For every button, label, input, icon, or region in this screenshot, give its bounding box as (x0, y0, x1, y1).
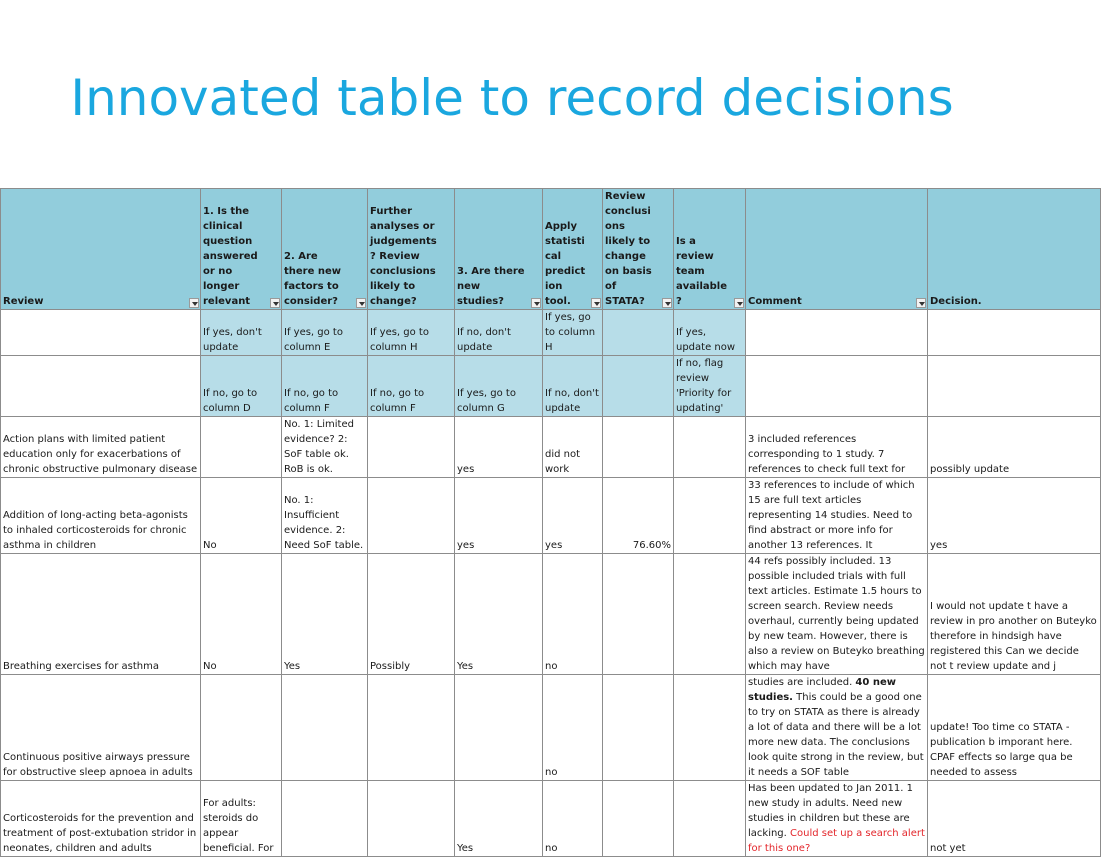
cell-team[interactable] (674, 478, 746, 554)
cell-q2[interactable]: No. 1: Insufficient evidence. 2: Need SoF table. (282, 478, 368, 554)
cell[interactable] (1, 356, 201, 417)
cell-decision[interactable]: not yet (928, 781, 1101, 857)
filter-dropdown-icon[interactable] (531, 298, 541, 308)
cell-q3[interactable]: Yes (455, 781, 543, 857)
table-row (1, 554, 1101, 675)
cell-stat[interactable]: did not work (543, 417, 603, 478)
decision-spreadsheet (0, 188, 1097, 854)
cell-review[interactable]: Continuous positive airways pressure for obstructive sleep apnoea in adults (1, 675, 201, 781)
cell[interactable] (603, 356, 674, 417)
cell[interactable]: If no, go to column F (368, 356, 455, 417)
header-q1: 1. Is the clinical question answered or no longer relevant (201, 189, 282, 310)
cell-q2[interactable]: Yes (282, 554, 368, 675)
filter-dropdown-icon[interactable] (270, 298, 280, 308)
cell-comment[interactable]: Has been updated to Jan 2011. 1 new study in adults. Need new studies in children but these are lacking. Could set up a search alert for this one? (746, 781, 928, 857)
filter-dropdown-icon[interactable] (189, 298, 199, 308)
cell-decision[interactable]: update! Too time co STATA - publication b imporant here. CPAF effects so large qua be needed to assess (928, 675, 1101, 781)
header-stata: Review conclusions likely to change on basis of STATA? (603, 189, 674, 310)
cell-review[interactable]: Corticosteroids for the prevention and treatment of post-extubation stridor in neonates, children and adults (1, 781, 201, 857)
cell[interactable] (746, 356, 928, 417)
cell-q3[interactable]: yes (455, 478, 543, 554)
cell-further[interactable] (368, 478, 455, 554)
cell-further[interactable] (368, 417, 455, 478)
filter-dropdown-icon[interactable] (356, 298, 366, 308)
cell-further[interactable] (368, 675, 455, 781)
cell-q1[interactable]: No (201, 554, 282, 675)
cell[interactable] (928, 356, 1101, 417)
slide-title: Innovated table to record decisions (70, 69, 954, 127)
cell-stata[interactable]: 76.60% (603, 478, 674, 554)
cell-further[interactable] (368, 781, 455, 857)
header-q3: 3. Are there new studies? (455, 189, 543, 310)
cell-comment[interactable]: 33 references to include of which 15 are full text articles representing 14 studies. Need to find abstract or more info for another 13 references. It (746, 478, 928, 554)
header-review: Review (1, 189, 201, 310)
guide-row (1, 356, 1101, 417)
decision-table (0, 188, 1101, 857)
cell-q3[interactable]: Yes (455, 554, 543, 675)
cell[interactable] (746, 310, 928, 356)
header-team: Is a review team available? (674, 189, 746, 310)
cell-comment[interactable]: 44 refs possibly included. 13 possible included trials with full text articles. Estimate 1.5 hours to screen search. Review needs overhaul, currently being updated by new team. However, there is also a review on Buteyko breathing which may have (746, 554, 928, 675)
table-row (1, 417, 1101, 478)
table-row (1, 478, 1101, 554)
cell-stata[interactable] (603, 554, 674, 675)
cell-comment[interactable]: 3 included references corresponding to 1 study. 7 references to check full text for (746, 417, 928, 478)
cell[interactable]: If yes, go to column G (455, 356, 543, 417)
cell[interactable]: If no, flag review 'Priority for updating' (674, 356, 746, 417)
cell-q1[interactable] (201, 675, 282, 781)
cell[interactable] (603, 310, 674, 356)
cell-q2[interactable] (282, 675, 368, 781)
cell[interactable] (928, 310, 1101, 356)
header-q2: 2. Are there new factors to consider? (282, 189, 368, 310)
cell-stata[interactable] (603, 417, 674, 478)
cell-team[interactable] (674, 675, 746, 781)
cell-review[interactable]: Action plans with limited patient education only for exacerbations of chronic obstructive pulmonary disease (1, 417, 201, 478)
cell-q1[interactable]: No (201, 478, 282, 554)
header-decision: Decision. (928, 189, 1101, 310)
filter-dropdown-icon[interactable] (662, 298, 672, 308)
cell[interactable]: If yes, update now (674, 310, 746, 356)
cell[interactable] (1, 310, 201, 356)
filter-dropdown-icon[interactable] (591, 298, 601, 308)
cell-decision[interactable]: I would not update t have a review in pro another on Buteyko therefore in hindsigh have registered this Can we decide not t review update and j (928, 554, 1101, 675)
header-stat: Apply statistical prediction tool. (543, 189, 603, 310)
cell-q1[interactable] (201, 417, 282, 478)
cell-stat[interactable]: yes (543, 478, 603, 554)
cell-stat[interactable]: no (543, 675, 603, 781)
cell[interactable]: If no, don't update (543, 356, 603, 417)
cell-q2[interactable] (282, 781, 368, 857)
cell[interactable]: If yes, go to column E (282, 310, 368, 356)
cell[interactable]: If yes, don't update (201, 310, 282, 356)
filter-dropdown-icon[interactable] (734, 298, 744, 308)
cell-team[interactable] (674, 554, 746, 675)
table-row (1, 675, 1101, 781)
cell-q3[interactable]: yes (455, 417, 543, 478)
cell-team[interactable] (674, 781, 746, 857)
cell-q1[interactable]: For adults: steroids do appear beneficial. For (201, 781, 282, 857)
cell-decision[interactable]: yes (928, 478, 1101, 554)
cell-review[interactable]: Breathing exercises for asthma (1, 554, 201, 675)
cell[interactable]: If yes, go to column H (543, 310, 603, 356)
header-further: Further analyses or judgements? Review conclusions likely to change? (368, 189, 455, 310)
cell-team[interactable] (674, 417, 746, 478)
cell-review[interactable]: Addition of long-acting beta-agonists to inhaled corticosteroids for chronic asthma in children (1, 478, 201, 554)
guide-row (1, 310, 1101, 356)
table-row (1, 781, 1101, 857)
cell[interactable]: If no, don't update (455, 310, 543, 356)
cell-comment[interactable]: studies are included. 40 new studies. This could be a good one to try on STATA as there is already a lot of data and there will be a lot more new data. The conclusions look quite strong in the review, but it needs a SOF table (746, 675, 928, 781)
cell-stat[interactable]: no (543, 781, 603, 857)
cell[interactable]: If no, go to column F (282, 356, 368, 417)
cell-stat[interactable]: no (543, 554, 603, 675)
cell-decision[interactable]: possibly update (928, 417, 1101, 478)
cell-q2[interactable]: No. 1: Limited evidence? 2: SoF table ok. RoB is ok. (282, 417, 368, 478)
header-row (1, 189, 1101, 310)
cell-stata[interactable] (603, 675, 674, 781)
filter-dropdown-icon[interactable] (916, 298, 926, 308)
cell-stata[interactable] (603, 781, 674, 857)
cell-q3[interactable] (455, 675, 543, 781)
cell[interactable]: If no, go to column D (201, 356, 282, 417)
cell-further[interactable]: Possibly (368, 554, 455, 675)
header-comment: Comment (746, 189, 928, 310)
cell[interactable]: If yes, go to column H (368, 310, 455, 356)
